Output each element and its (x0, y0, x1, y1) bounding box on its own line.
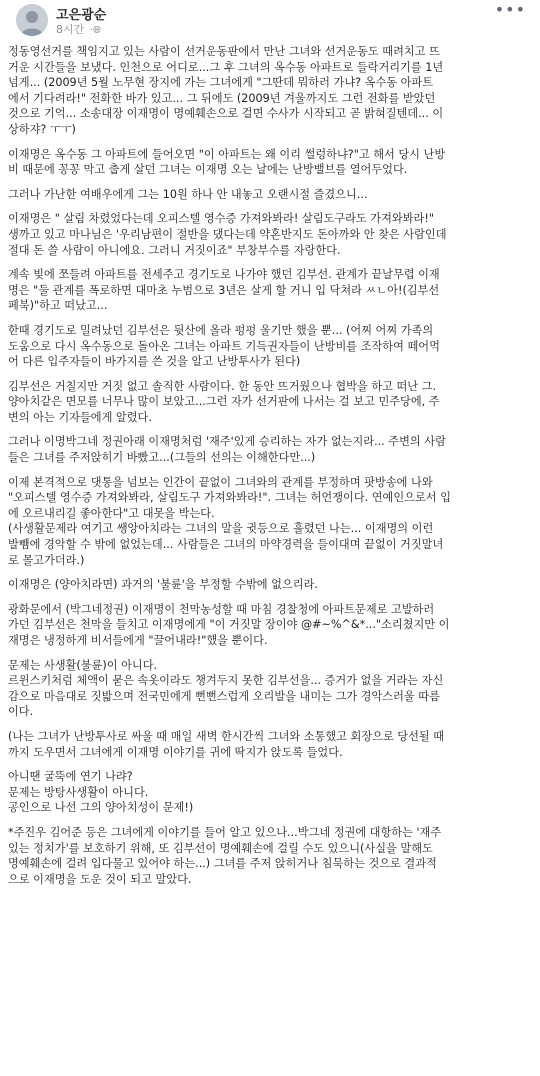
post-text-line: 것으로 기억... 소송대장 이재명이 명예훼손으로 걸면 수사가 시작되고 곧 밝혀질텐데... 이 (8, 107, 444, 121)
post-text-line: (나는 그녀가 난방투사로 싸울 때 매일 새벽 한시간씩 그녀와 소통했고 회장으로 당선될 때 (8, 729, 445, 743)
post-text-line: 그러나 이명박그네 정권아래 이재명처럼 '재주'있게 승리하는 자가 없는지라... 주변의 사람 (8, 435, 446, 449)
post-text-line: 절대 돈 쓸 사람이 아니에요. 그러니 거짓이죠" 부창부수를 자랑한다. (8, 243, 341, 257)
post-text-line: 문제는 방탕사생활이 아니다. (8, 785, 149, 799)
post-paragraph (8, 825, 532, 887)
post-text-line: 으로 이재명을 도운 것이 되고 말았다. (8, 872, 192, 886)
post-text-line: 들은 그녀를 주저앉히기 바빴고...(그들의 선의는 이해한다만...) (8, 451, 316, 465)
avatar-photo-icon (16, 4, 48, 36)
post-paragraph (8, 267, 532, 314)
post-text-line: 르윈스키처럼 체액이 묻은 속옷이라도 챙겨두지 못한 김부선을... 증거가 없을 거라는 자신 (8, 674, 444, 688)
post-text-line: 에서 기다려라!" 전화한 바가 있고... 그 뒤에도 (2009년 겨울까지도 그런 전화를 받았던 (8, 91, 436, 105)
post-text-line: 이재명은 (양아치라면) 과거의 '불륜'을 부정할 수밖에 없으리라. (8, 578, 318, 592)
more-options-icon[interactable]: ••• (494, 0, 526, 19)
post-text-line: "오피스텔 영수증 가져와봐라, 살림도구 가져와봐라!". 그녀는 허언쟁이다. 연예인으로서 입 (8, 491, 451, 505)
post-paragraph (8, 434, 532, 465)
post-meta (56, 21, 101, 37)
post-text-line: 한때 경기도로 밀려났던 김부선은 뒷산에 올라 펑펑 울기만 했을 뿐... (어찌 어찌 가족의 (8, 323, 434, 337)
post-paragraph (8, 211, 532, 258)
post-text-line: 생까고 있고 마나님은 '우리남편이 절반을 댔다는데 약혼반지도 돈아까와 안 찾은 사람인데 (8, 227, 447, 241)
post-text-line: 계속 빚에 쪼들려 아파트를 전세주고 경기도로 나가야 했던 김부선. 관계가 끝날무렵 이재 (8, 268, 440, 282)
post-paragraph (8, 187, 532, 203)
post-text-line: 아니땐 굴뚝에 연기 나랴? (8, 770, 133, 784)
post-text-line: 넘게... (2009년 5월 노무현 장지에 가는 그녀에게 "그딴데 뭐하러 가냐? 옥수동 아파트 (8, 76, 434, 90)
post-paragraph (8, 475, 532, 569)
post-text-line: 발뺌에 경악할 수 밖에 없었는데... 사람들은 그녀의 마약경력을 들이대며 끝없이 거짓말녀 (8, 538, 444, 552)
post-text-line: 그러나 가난한 여배우에게 그는 10원 하나 안 내놓고 오랜시절 즐겼으니... (8, 187, 368, 201)
post-text-line: 가던 김부선은 천막을 들치고 이재명에게 "이 거짓말 장이야 @#~%^&*..."소리쳤지만 이 (8, 618, 450, 632)
post-text-line: 로 몰고가더라.) (8, 553, 85, 567)
post-text-line: 정동영선거를 책임지고 있는 사람이 선거운동판에서 만난 그녀와 선거운동도 때려치고 뜨 (8, 45, 440, 58)
avatar[interactable] (16, 4, 48, 36)
post-paragraph (8, 602, 532, 649)
post-paragraph (8, 44, 532, 138)
post-text-line: 거운 시간들을 보냈다. 인천으로 어디로...그 후 그녀의 옥수동 아파트로 들락거리기를 1년 (8, 60, 444, 74)
post-text-line: 김부선은 거칠지만 거짓 없고 솔직한 사람이다. 한 동안 뜨거웠으나 협박을 하고 떠난 그. (8, 379, 437, 393)
post-text-line: 도움으로 다시 옥수동으로 돌아온 그녀는 아파트 기득권자들이 난방비를 조작하여 떼어먹 (8, 339, 440, 353)
post-text-line: 명은 "둘 관계를 폭로하면 대마초 누범으로 3년은 살게 할 거니 입 닥쳐라 ㅆㄴ아!(김부선 (8, 283, 440, 297)
post-paragraph (8, 577, 532, 593)
post-text-line: 이다. (8, 705, 34, 719)
post-text-line: 공인으로 나선 그의 양아치성이 문제!) (8, 801, 194, 815)
post-text-line: 비 때문에 꽁꽁 막고 춥게 살던 그녀는 이재명 오는 날에는 난방밸브를 열어두었다. (8, 163, 408, 177)
post-text-line: 광화문에서 (박그네정권) 이재명이 천막농성할 때 마침 경찰청에 아파트문제로 고발하러 (8, 602, 435, 616)
post-text-line: 상하쟈? ㅜㅜ) (8, 122, 76, 136)
post-paragraph (8, 658, 532, 720)
post-paragraph (8, 769, 532, 816)
post-text-line: *주진우 김어준 등은 그녀에게 이야기를 들어 알고 있으나...박그네 정권에 대항하는 '재주 (8, 825, 442, 839)
post-text-line: 어 다른 입주자들이 바가지를 쓴 것을 알고 난방투사가 된다) (8, 355, 301, 369)
post-text-line: (사생활문제라 여기고 쌩앙아치라는 그녀의 말을 귓등으로 흘렸던 나는... 이재명의 이런 (8, 522, 434, 536)
privacy-globe-icon: ·🌐︎ (89, 25, 101, 36)
post-text-line: 재명은 냉정하게 비서들에게 "끌어내라!"했을 뿐이다. (8, 634, 268, 647)
post-text-line: 명예훼손에 걸려 입다물고 있어야 하는...) 그녀를 주저 앉히거나 침묵하는 것으로 결과적 (8, 857, 437, 871)
post-time[interactable]: 8시간 (56, 23, 85, 36)
post-text-line: 변의 아는 기자들에게 알렸다. (8, 410, 152, 424)
post-text-line: 양아치같은 면모를 너무나 많이 보았고...그런 자가 선거판에 나서는 걸 보고 민주당에, 주 (8, 395, 440, 409)
post-paragraph (8, 379, 532, 426)
post-body (8, 44, 532, 896)
post-paragraph (8, 729, 532, 760)
post-text-line: 까지 도우면서 그녀에게 이재명 이야기를 귀에 딱지가 앉도록 들었다. (8, 745, 343, 759)
post-text-line: 감으로 마음대로 짓밟으며 전국민에게 뻔뻔스럽게 오리발을 내미는 그가 경악스러울 따름 (8, 689, 440, 703)
post-text-line: 문제는 사생활(불륜)이 아니다. (8, 658, 158, 672)
post-text-line: 이재명은 " 살림 차렸었다는데 오피스텔 영수증 가져와봐라! 살림도구라도 가져와봐라!" (8, 212, 434, 226)
post-text-line: 이제 본격적으로 댓통을 넘보는 인간이 끝없이 그녀와의 관계를 부정하며 팟방송에 나와 (8, 475, 433, 489)
author-name[interactable]: 고은광순 (56, 8, 107, 23)
post-header (8, 0, 532, 40)
post-text-line: 있는 정치가'를 보호하기 위해, 또 김부선이 명예훼손에 걸릴 수도 있으니(사실을 말해도 (8, 841, 433, 855)
post-paragraph (8, 147, 532, 178)
post-text-line: 에 오르내리길 좋아한다"고 대못을 박는다. (8, 506, 215, 520)
post-paragraph (8, 323, 532, 370)
post-text-line: 페북)"하고 떠났고... (8, 299, 108, 313)
post-text-line: 이재명은 옥수동 그 아파트에 들어오면 "이 아파트는 왜 이리 썰렁하냐?"고 해서 당시 난방 (8, 147, 446, 161)
